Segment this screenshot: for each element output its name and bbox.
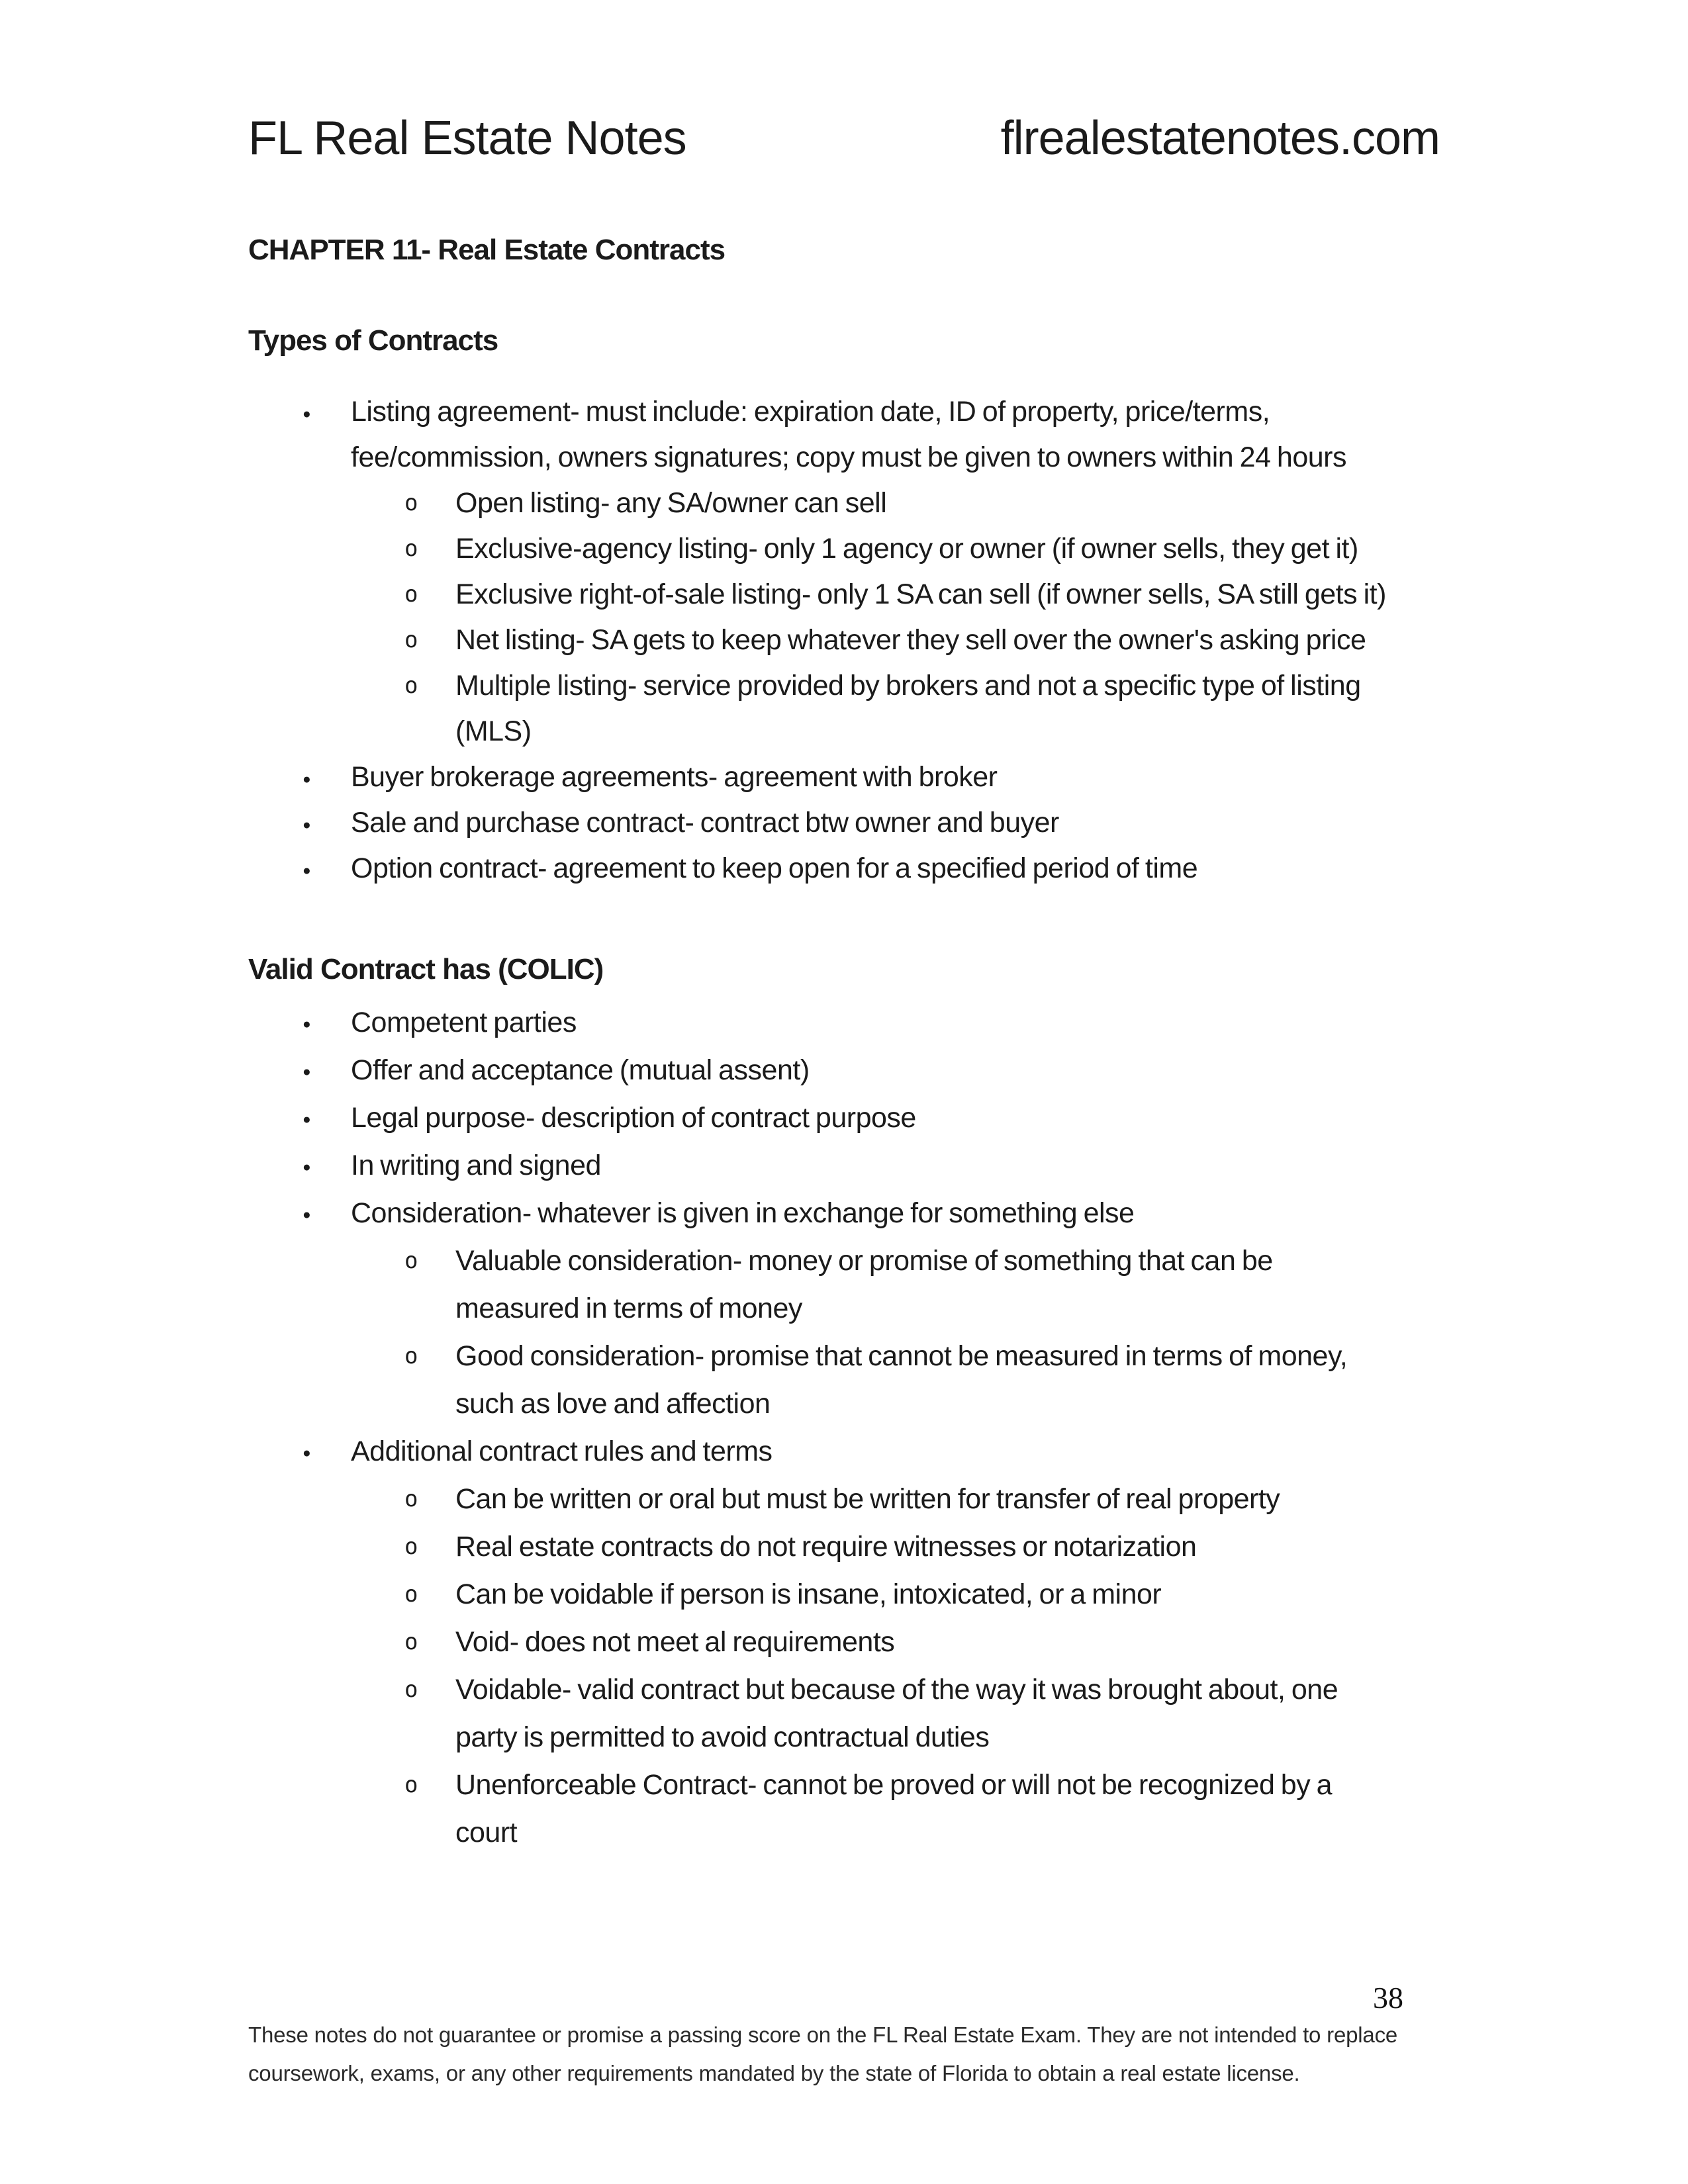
disclaimer-line: coursework, exams, or any other requirements mandated by the state of Florida to obtain a real estate license. [248, 2061, 1300, 2085]
list-item-text: Offer and acceptance (mutual assent) [351, 1054, 810, 1086]
bullet-icon: ● [303, 1160, 311, 1175]
types-of-contracts-list [248, 389, 1450, 891]
list-item-line [248, 800, 1450, 846]
list-item-text: Exclusive-agency listing- only 1 agency or owner (if owner sells, they get it) [455, 533, 1358, 565]
bullet-icon: ● [303, 1017, 311, 1032]
list-item-line [248, 1189, 1450, 1237]
list-item-text: Buyer brokerage agreements- agreement with broker [351, 761, 998, 793]
bullet-icon: ● [303, 817, 311, 833]
circle-icon: o [404, 1248, 418, 1274]
list-item-line [248, 1380, 1450, 1428]
list-item-text: Can be voidable if person is insane, intoxicated, or a minor [455, 1578, 1162, 1610]
list-item-text: Sale and purchase contract- contract btw owner and buyer [351, 807, 1059, 839]
list-item-line [248, 663, 1450, 709]
list-item-text: such as love and affection [455, 1388, 771, 1420]
circle-icon: o [404, 1581, 418, 1608]
circle-icon: o [404, 627, 418, 653]
list-item-line [248, 389, 1450, 435]
circle-icon: o [404, 1772, 418, 1798]
list-item-text: Listing agreement- must include: expiration date, ID of property, price/terms, [351, 396, 1270, 428]
bullet-icon: ● [303, 863, 311, 878]
list-item-line [248, 1570, 1450, 1618]
list-item-text: Void- does not meet al requirements [455, 1626, 895, 1658]
circle-icon: o [404, 672, 418, 699]
bullet-icon: ● [303, 1445, 311, 1461]
list-item-line [248, 1618, 1450, 1666]
list-item-text: Net listing- SA gets to keep whatever they sell over the owner's asking price [455, 624, 1366, 656]
list-item-line [248, 1332, 1450, 1380]
circle-icon: o [404, 1343, 418, 1369]
list-item-text: Good consideration- promise that cannot be measured in terms of money, [455, 1340, 1348, 1372]
types-of-contracts-heading: Types of Contracts [248, 324, 498, 357]
circle-icon: o [404, 535, 418, 562]
list-item-text: Real estate contracts do not require witnesses or notarization [455, 1531, 1197, 1563]
site-url: flrealestatenotes.com [1000, 112, 1440, 165]
list-item-text: Voidable- valid contract but because of the way it was brought about, one [455, 1674, 1338, 1706]
list-item-line [248, 1142, 1450, 1189]
page-header [248, 111, 1440, 165]
list-item-line [248, 1046, 1450, 1094]
list-item-text: Additional contract rules and terms [351, 1435, 773, 1467]
list-item-line [248, 1761, 1450, 1809]
doc-title: FL Real Estate Notes [248, 112, 686, 165]
list-item-text: Valuable consideration- money or promise of something that can be [455, 1245, 1273, 1277]
list-item-line [248, 617, 1450, 663]
circle-icon: o [404, 1533, 418, 1560]
circle-icon: o [404, 490, 418, 516]
list-item-text: In writing and signed [351, 1150, 601, 1181]
list-item-text: Can be written or oral but must be written for transfer of real property [455, 1483, 1280, 1515]
list-item-text: court [455, 1817, 518, 1848]
list-item-line [248, 572, 1450, 617]
circle-icon: o [404, 1486, 418, 1512]
chapter-heading: CHAPTER 11- Real Estate Contracts [248, 234, 726, 266]
bullet-icon: ● [303, 1064, 311, 1079]
list-item-text: Exclusive right-of-sale listing- only 1 SA can sell (if owner sells, SA still gets it) [455, 578, 1386, 610]
list-item-text: Unenforceable Contract- cannot be proved or will not be recognized by a [455, 1769, 1333, 1801]
circle-icon: o [404, 1676, 418, 1703]
list-item-text: Option contract- agreement to keep open for a specified period of time [351, 852, 1198, 884]
footer-disclaimer [248, 2016, 1397, 2093]
valid-contract-heading: Valid Contract has (COLIC) [248, 953, 604, 985]
list-item-line [248, 1666, 1450, 1713]
list-item-line [248, 999, 1450, 1046]
circle-icon: o [404, 581, 418, 608]
valid-contract-list [248, 999, 1450, 1856]
list-item-text: party is permitted to avoid contractual duties [455, 1721, 990, 1753]
list-item-text: Open listing- any SA/owner can sell [455, 487, 887, 519]
page-number: 38 [1373, 1981, 1403, 2015]
list-item-line [248, 1713, 1450, 1761]
list-item-text: Competent parties [351, 1007, 577, 1038]
list-item-text: measured in terms of money [455, 1293, 802, 1324]
list-item-text: Consideration- whatever is given in exchange for something else [351, 1197, 1135, 1229]
list-item-line [248, 1475, 1450, 1523]
list-item-line [248, 1237, 1450, 1285]
disclaimer-line: These notes do not guarantee or promise a passing score on the FL Real Estate Exam. They are not intended to replace [248, 2023, 1398, 2047]
list-item-line [248, 480, 1450, 526]
list-item-line [248, 1523, 1450, 1570]
bullet-icon: ● [303, 1207, 311, 1222]
list-item-text: Legal purpose- description of contract purpose [351, 1102, 916, 1134]
list-item-line [248, 846, 1450, 891]
bullet-icon: ● [303, 772, 311, 787]
list-item-line [248, 1094, 1450, 1142]
bullet-icon: ● [303, 406, 311, 422]
list-item-text: fee/commission, owners signatures; copy must be given to owners within 24 hours [351, 441, 1346, 473]
list-item-line [248, 1285, 1450, 1332]
list-item-line [248, 709, 1450, 754]
list-item-line [248, 526, 1450, 572]
bullet-icon: ● [303, 1112, 311, 1127]
list-item-line [248, 1428, 1450, 1475]
list-item-line [248, 1809, 1450, 1856]
list-item-text: Multiple listing- service provided by brokers and not a specific type of listing [455, 670, 1361, 702]
list-item-text: (MLS) [455, 715, 532, 747]
list-item-line [248, 435, 1450, 480]
list-item-line [248, 754, 1450, 800]
circle-icon: o [404, 1629, 418, 1655]
